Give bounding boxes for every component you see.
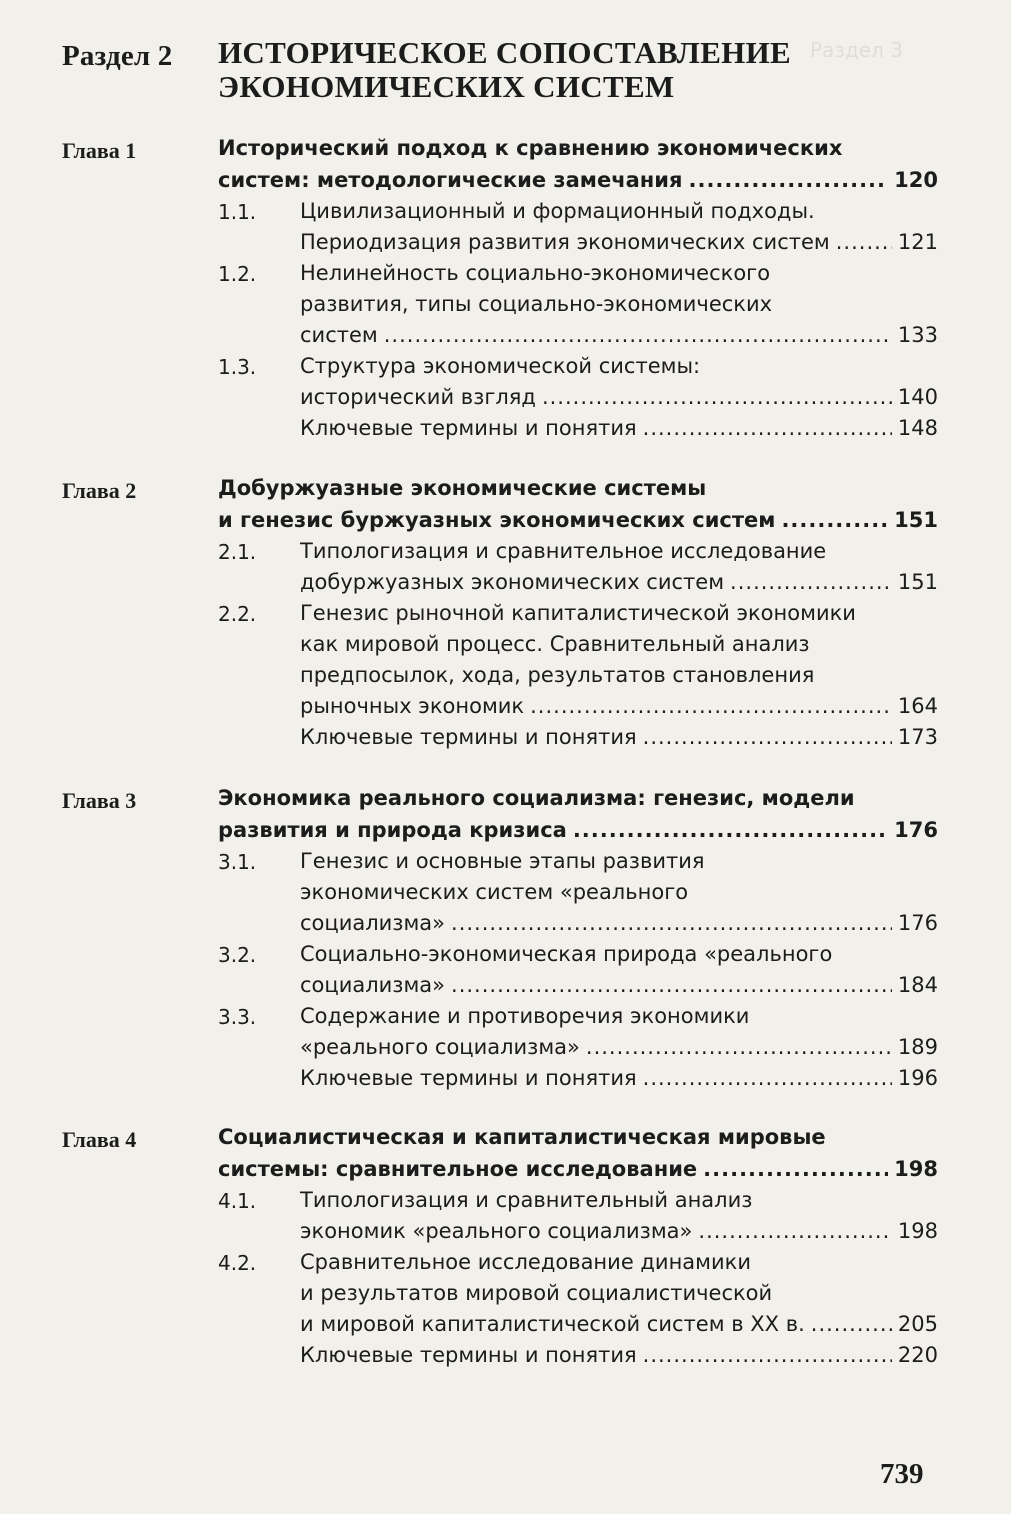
subsection-number: 3.3. xyxy=(218,1005,257,1029)
section-label: Раздел 2 xyxy=(62,40,173,72)
key-terms: Ключевые термины и понятия ..... 220 xyxy=(300,1340,938,1371)
subsection-title: систем ..... 133 xyxy=(300,320,938,351)
subsection-title: Генезис и основные этапы развития xyxy=(300,849,705,873)
subsection-title: Цивилизационный и формационный подходы. xyxy=(300,199,815,223)
chapter-title: Исторический подход к сравнению экономических xyxy=(218,136,843,160)
chapter-title: системы: сравнительное исследование ..... 198 xyxy=(218,1154,938,1185)
page-ref: 140 xyxy=(897,385,938,409)
subsection-number: 1.3. xyxy=(218,355,257,379)
chapter-title: Экономика реального социализма: генезис, модели xyxy=(218,786,855,810)
section-title-line: ЭКОНОМИЧЕСКИХ СИСТЕМ xyxy=(218,69,675,104)
subsection-number: 4.2. xyxy=(218,1251,257,1275)
subsection-number: 2.2. xyxy=(218,602,257,626)
chapter-title: и генезис буржуазных экономических систем ..... 151 xyxy=(218,505,938,536)
page-ref: 184 xyxy=(897,973,938,997)
subsection-title: предпосылок, хода, результатов становления xyxy=(300,663,815,687)
page-ref: 164 xyxy=(897,694,938,718)
page-ref: 198 xyxy=(897,1219,938,1243)
subsection-title: развития, типы социально-экономических xyxy=(300,292,773,316)
key-terms: Ключевые термины и понятия ..... 148 xyxy=(300,413,938,444)
page-ref: 198 xyxy=(894,1157,938,1181)
subsection-title: Периодизация развития экономических систем ..... 121 xyxy=(300,227,938,258)
chapter-label: Глава 1 xyxy=(62,138,137,163)
subsection-title: и результатов мировой социалистической xyxy=(300,1281,773,1305)
page-ref: 151 xyxy=(894,508,938,532)
chapter-title: Социалистическая и капиталистическая мировые xyxy=(218,1125,826,1149)
bleed-through: Раздел 3 xyxy=(810,38,903,62)
page-ref: 176 xyxy=(894,818,938,842)
subsection-title: Типологизация и сравнительный анализ xyxy=(300,1188,753,1212)
subsection-title: социализма» ..... 176 xyxy=(300,908,938,939)
subsection-number: 1.1. xyxy=(218,200,257,224)
subsection-title: как мировой процесс. Сравнительный анализ xyxy=(300,632,810,656)
subsection-title: «реального социализма» ..... 189 xyxy=(300,1032,938,1063)
subsection-number: 1.2. xyxy=(218,262,257,286)
key-terms: Ключевые термины и понятия ..... 196 xyxy=(300,1063,938,1094)
subsection-title: добуржуазных экономических систем ..... 151 xyxy=(300,567,938,598)
subsection-number: 2.1. xyxy=(218,540,257,564)
subsection-title: Структура экономической системы: xyxy=(300,354,701,378)
page-ref: 189 xyxy=(897,1035,938,1059)
page-ref: 205 xyxy=(897,1312,938,1336)
subsection-title: социализма» ..... 184 xyxy=(300,970,938,1001)
chapter-title: развития и природа кризиса ..... 176 xyxy=(218,815,938,846)
subsection-title: и мировой капиталистической систем в XX в. ..... 205 xyxy=(300,1309,938,1340)
subsection-title: Типологизация и сравнительное исследование xyxy=(300,539,827,563)
page-ref: 148 xyxy=(897,416,938,440)
page-ref: 196 xyxy=(897,1066,938,1090)
subsection-number: 3.1. xyxy=(218,850,257,874)
chapter-title: систем: методологические замечания ..... 120 xyxy=(218,165,938,196)
page-number: 739 xyxy=(880,1458,924,1490)
subsection-title: Нелинейность социально-экономического xyxy=(300,261,771,285)
subsection-title: Социально-экономическая природа «реального xyxy=(300,942,833,966)
subsection-title: экономик «реального социализма» ..... 198 xyxy=(300,1216,938,1247)
chapter-title: Добуржуазные экономические системы xyxy=(218,476,707,500)
subsection-number: 3.2. xyxy=(218,943,257,967)
subsection-title: рыночных экономик ..... 164 xyxy=(300,691,938,722)
subsection-number: 4.1. xyxy=(218,1189,257,1213)
subsection-title: экономических систем «реального xyxy=(300,880,689,904)
chapter-label: Глава 4 xyxy=(62,1127,137,1152)
chapter-label: Глава 2 xyxy=(62,478,137,503)
key-terms: Ключевые термины и понятия ..... 173 xyxy=(300,722,938,753)
subsection-title: исторический взгляд ..... 140 xyxy=(300,382,938,413)
page-ref: 176 xyxy=(897,911,938,935)
subsection-title: Генезис рыночной капиталистической экономики xyxy=(300,601,856,625)
chapter-label: Глава 3 xyxy=(62,788,137,813)
section-title xyxy=(218,36,791,104)
page-ref: 151 xyxy=(897,570,938,594)
subsection-title: Сравнительное исследование динамики xyxy=(300,1250,751,1274)
page-ref: 173 xyxy=(897,725,938,749)
section-title-line: ИСТОРИЧЕСКОЕ СОПОСТАВЛЕНИЕ xyxy=(218,35,791,70)
page-ref: 120 xyxy=(894,168,938,192)
page-ref: 220 xyxy=(897,1343,938,1367)
subsection-title: Содержание и противоречия экономики xyxy=(300,1004,750,1028)
page-ref: 133 xyxy=(897,323,938,347)
page-ref: 121 xyxy=(897,230,938,254)
